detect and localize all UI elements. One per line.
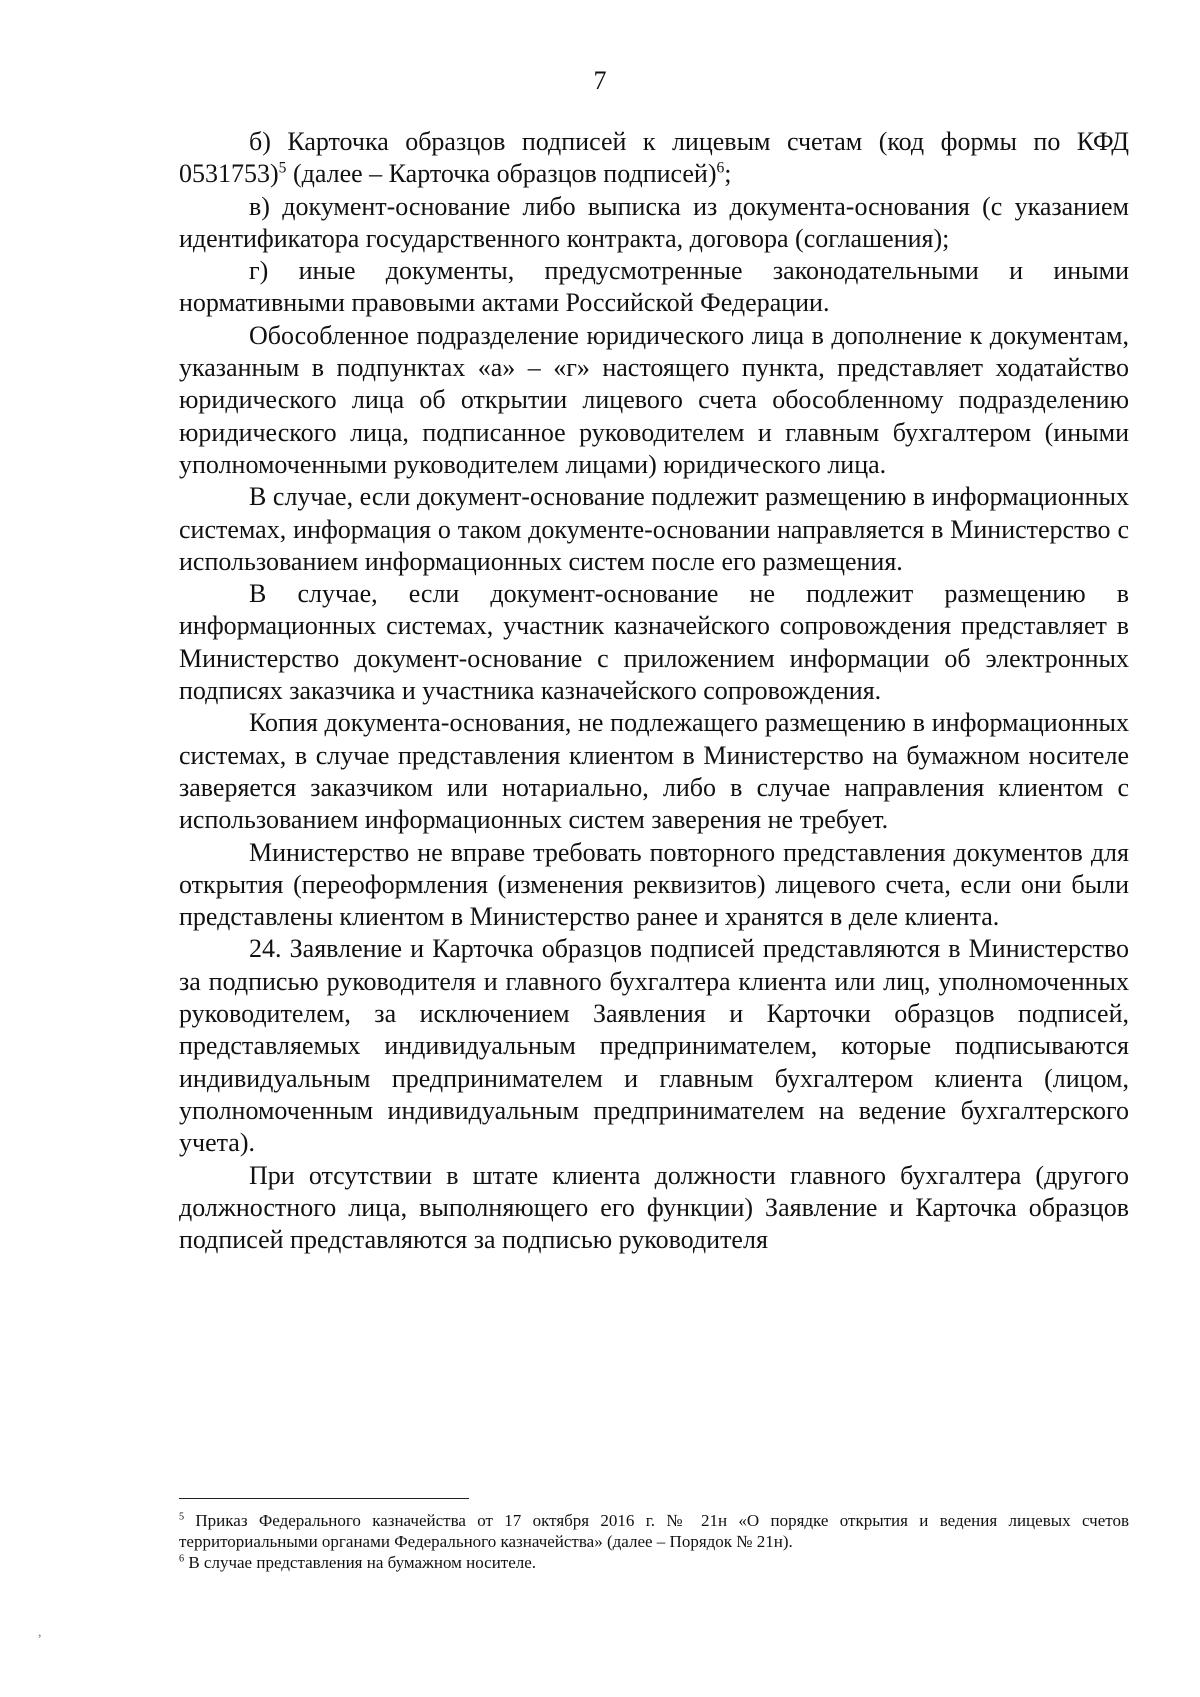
footnote-separator bbox=[179, 1498, 469, 1499]
footnote-text: В случае представления на бумажном носителе. bbox=[184, 1553, 537, 1572]
paragraph-copy-certification: Копия документа-основания, не подлежащего размещению в информационных системах, в случае представления клиентом в Министерство на бумажном носителе заверяется заказчиком или нотариально, либо в случае направления клиентом с использованием информационных систем заверения не требует. bbox=[179, 708, 1129, 835]
paragraph-separate-division: Обособленное подразделение юридического лица в дополнение к документам, указанным в подпунктах «а» – «г» настоящего пункта, представляет ходатайство юридического лица об открытии лицевого счета обособленному подразделению юридического лица, подписанное руководителем и главным бухгалтером (иными уполномоченными руководителем лицами) юридического лица. bbox=[179, 320, 1129, 479]
footnotes bbox=[179, 1510, 1129, 1573]
paragraph-no-repeat-request: Министерство не вправе требовать повторного представления документов для открытия (переоформления (изменения реквизитов) лицевого счета, если они были представлены клиентом в Министерство ранее и хранятся в деле клиента. bbox=[179, 837, 1129, 932]
footnote-text: Приказ Федерального казначейства от 17 октября 2016 г. № 21н «О порядке открытия и ведения лицевых счетов территориальными органами Федерального казначейства» (далее – Порядок № 21н). bbox=[179, 1511, 1129, 1551]
footnote-marker: 5 bbox=[179, 1511, 185, 1523]
paragraph-placed-in-systems: В случае, если документ-основание подлежит размещению в информационных системах, информация о таком документе-основании направляется в Министерство с использованием информационных систем после его размещения. bbox=[179, 482, 1129, 576]
paragraph-no-chief-accountant: При отсутствии в штате клиента должности главного бухгалтера (другого должностного лица, выполняющего его функции) Заявление и Карточка образцов подписей представляются за подписью руководителя bbox=[179, 1160, 1129, 1255]
paragraph-b bbox=[179, 126, 1129, 191]
document-body bbox=[179, 126, 1129, 1256]
paragraph-text: ; bbox=[724, 159, 732, 189]
paragraph-text: б) Карточка образцов подписей к лицевым счетам (код формы по КФД 0531753) bbox=[179, 127, 1129, 189]
footnote-marker: 6 bbox=[179, 1553, 185, 1565]
paragraph-v: в) документ-основание либо выписка из документа-основания (с указанием идентификатора государственного контракта, договора (соглашения); bbox=[179, 191, 1129, 253]
footnote-5 bbox=[179, 1510, 1129, 1552]
page-number: 7 bbox=[593, 66, 607, 95]
paragraph-g: г) иные документы, предусмотренные законодательными и иными нормативными правовыми актами Российской Федерации. bbox=[179, 256, 1129, 318]
paragraph-item-24: 24. Заявление и Карточка образцов подписей представляются в Министерство за подписью руководителя и главного бухгалтера клиента или лиц, уполномоченных руководителем, за исключением Заявления и Карточки образцов подписей, представляемых индивидуальным предпринимателем, которые подписываются индивидуальным предпринимателем и главным бухгалтером клиента (лицом, уполномоченным индивидуальным предпринимателем на ведение бухгалтерского учета). bbox=[179, 934, 1129, 1158]
paragraph-not-placed-in-systems: В случае, если документ-основание не подлежит размещению в информационных системах, участник казначейского сопровождения представляет в Министерство документ-основание с приложением информации об электронных подписях заказчика и участника казначейского сопровождения. bbox=[179, 579, 1129, 706]
footnote-ref-6: 6 bbox=[716, 159, 725, 177]
footnote-6 bbox=[179, 1552, 1129, 1573]
footnote-ref-5: 5 bbox=[278, 159, 287, 177]
scan-artifact-mark: , bbox=[38, 1625, 42, 1640]
paragraph-text: (далее – Карточка образцов подписей) bbox=[286, 159, 717, 189]
